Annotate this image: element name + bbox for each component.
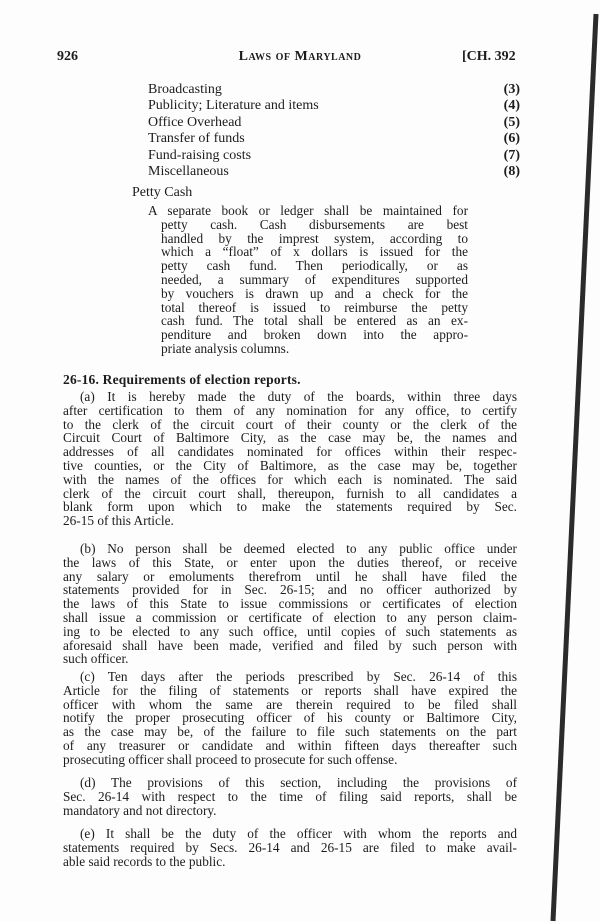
text-line: which a “float” of x dollars is issued for the xyxy=(161,244,468,260)
text-line: (e) It shall be the duty of the officer with whom the reports and xyxy=(80,826,517,841)
text-line: ing to be elected to any such office, until copies of such statements as xyxy=(63,623,517,639)
text-line: statements required by Secs. 26-14 and 26-15 are filed to make avail- xyxy=(63,839,517,855)
text-line: (b) No person shall be deemed elected to any public office under xyxy=(80,541,517,556)
text-line: Sec. 26-14 with respect to the time of filing said reports, shall be xyxy=(63,788,517,804)
text-line: Article for the filing of statements or reports shall have expired the xyxy=(63,682,517,698)
text-line: blank form upon which to make the statements required by Sec. xyxy=(63,499,517,515)
paragraph-b xyxy=(63,542,517,666)
list-item-label: Office Overhead xyxy=(148,114,242,130)
text-line: officer with whom the same are therein required to be filed shall xyxy=(63,696,517,712)
text-line: mandatory and not directory. xyxy=(63,802,217,818)
expense-category-list xyxy=(148,82,520,180)
text-line: petty cash. Cash disbursements are best xyxy=(161,216,468,232)
text-line: statements provided for in Sec. 26-15; and no officer authorized by xyxy=(63,582,517,598)
text-line: Circuit Court of Baltimore City, as the case may be, the names and xyxy=(63,430,517,446)
text-line: petty cash fund. Then periodically, or as xyxy=(161,258,468,274)
text-line: A separate book or ledger shall be maintained for xyxy=(148,203,468,218)
text-line: any salary or emoluments therefrom until he shall have filed the xyxy=(63,568,517,584)
list-item-label: Publicity; Literature and items xyxy=(148,98,319,114)
list-item xyxy=(148,131,520,147)
paragraph-a xyxy=(63,390,517,528)
list-item-label: Transfer of funds xyxy=(148,131,245,147)
list-item-number: (5) xyxy=(503,114,520,130)
text-line: (d) The provisions of this section, including the provisions of xyxy=(80,775,517,790)
list-item-number: (6) xyxy=(503,131,520,147)
list-item xyxy=(148,98,520,114)
text-line: clerk of the circuit court shall, thereupon, furnish to all candidates a xyxy=(63,485,517,501)
text-line: as the case may be, of the failure to file such statements on the part xyxy=(63,724,517,740)
text-line: to the clerk of the circuit court of their county or the clerk of the xyxy=(63,416,517,432)
paragraph-d xyxy=(63,776,517,817)
text-line: notify the proper prosecuting officer of his county or Baltimore City, xyxy=(63,710,517,726)
text-line: addresses of all candidates nominated for offices within their respec- xyxy=(63,444,517,460)
list-item-label: Miscellaneous xyxy=(148,163,229,179)
text-line: (c) Ten days after the periods prescribed by Sec. 26-14 of this xyxy=(80,669,517,684)
page-number: 926 xyxy=(57,49,78,64)
text-line: priate analysis columns. xyxy=(161,340,290,356)
running-title: Laws of Maryland xyxy=(238,49,362,64)
text-line: after certification to them of any nomination for any office, to certify xyxy=(63,402,517,418)
list-item xyxy=(148,115,520,131)
text-line: tive counties, or the City of Baltimore, as the case may be, together xyxy=(63,457,517,473)
text-line: by vouchers is drawn up and a check for the xyxy=(161,285,468,301)
list-item-number: (7) xyxy=(503,147,520,163)
text-line: with the names of the offices for which each is nominated. The said xyxy=(63,471,517,487)
text-line: cash fund. The total shall be entered as an ex- xyxy=(161,313,468,329)
text-line: penditure and broken down into the appro- xyxy=(161,327,468,343)
text-line: handled by the imprest system, according to xyxy=(161,230,468,246)
petty-cash-heading: Petty Cash xyxy=(132,185,193,200)
text-line: needed, a summary of expenditures supported xyxy=(161,271,468,287)
text-line: total thereof is issued to reimburse the petty xyxy=(161,299,468,315)
paragraph-c xyxy=(63,670,517,767)
text-line: aforesaid shall have been made, verified and filed by such person with xyxy=(63,637,517,653)
text-line: of any treasurer or candidate and within fifteen days thereafter such xyxy=(63,737,517,753)
list-item xyxy=(148,148,520,164)
text-line: able said records to the public. xyxy=(63,853,226,869)
paragraph-e xyxy=(63,827,517,868)
list-item-number: (3) xyxy=(503,82,520,97)
text-line: 26-15 of this Article. xyxy=(63,513,174,529)
list-item-label: Fund-raising costs xyxy=(148,147,252,163)
text-line: shall issue a commission or certificate of election to any person claim- xyxy=(63,609,517,625)
text-line: prosecuting officer shall proceed to prosecute for such offense. xyxy=(63,751,398,767)
text-line: the laws of this State, or enter upon the duties thereof, or receive xyxy=(63,554,517,570)
list-item-label: Broadcasting xyxy=(148,82,222,97)
list-item xyxy=(148,82,520,98)
list-item xyxy=(148,164,520,180)
chapter-label: [CH. 392 xyxy=(462,49,516,64)
text-line: (a) It is hereby made the duty of the boards, within three days xyxy=(80,389,517,404)
text-line: the laws of this State to issue commissions or certificates of election xyxy=(63,596,517,612)
list-item-number: (8) xyxy=(503,163,520,179)
petty-cash-paragraph xyxy=(148,204,468,356)
section-heading: 26-16. Requirements of election reports. xyxy=(63,372,301,387)
list-item-number: (4) xyxy=(503,98,520,114)
text-line: such officer. xyxy=(63,651,129,667)
